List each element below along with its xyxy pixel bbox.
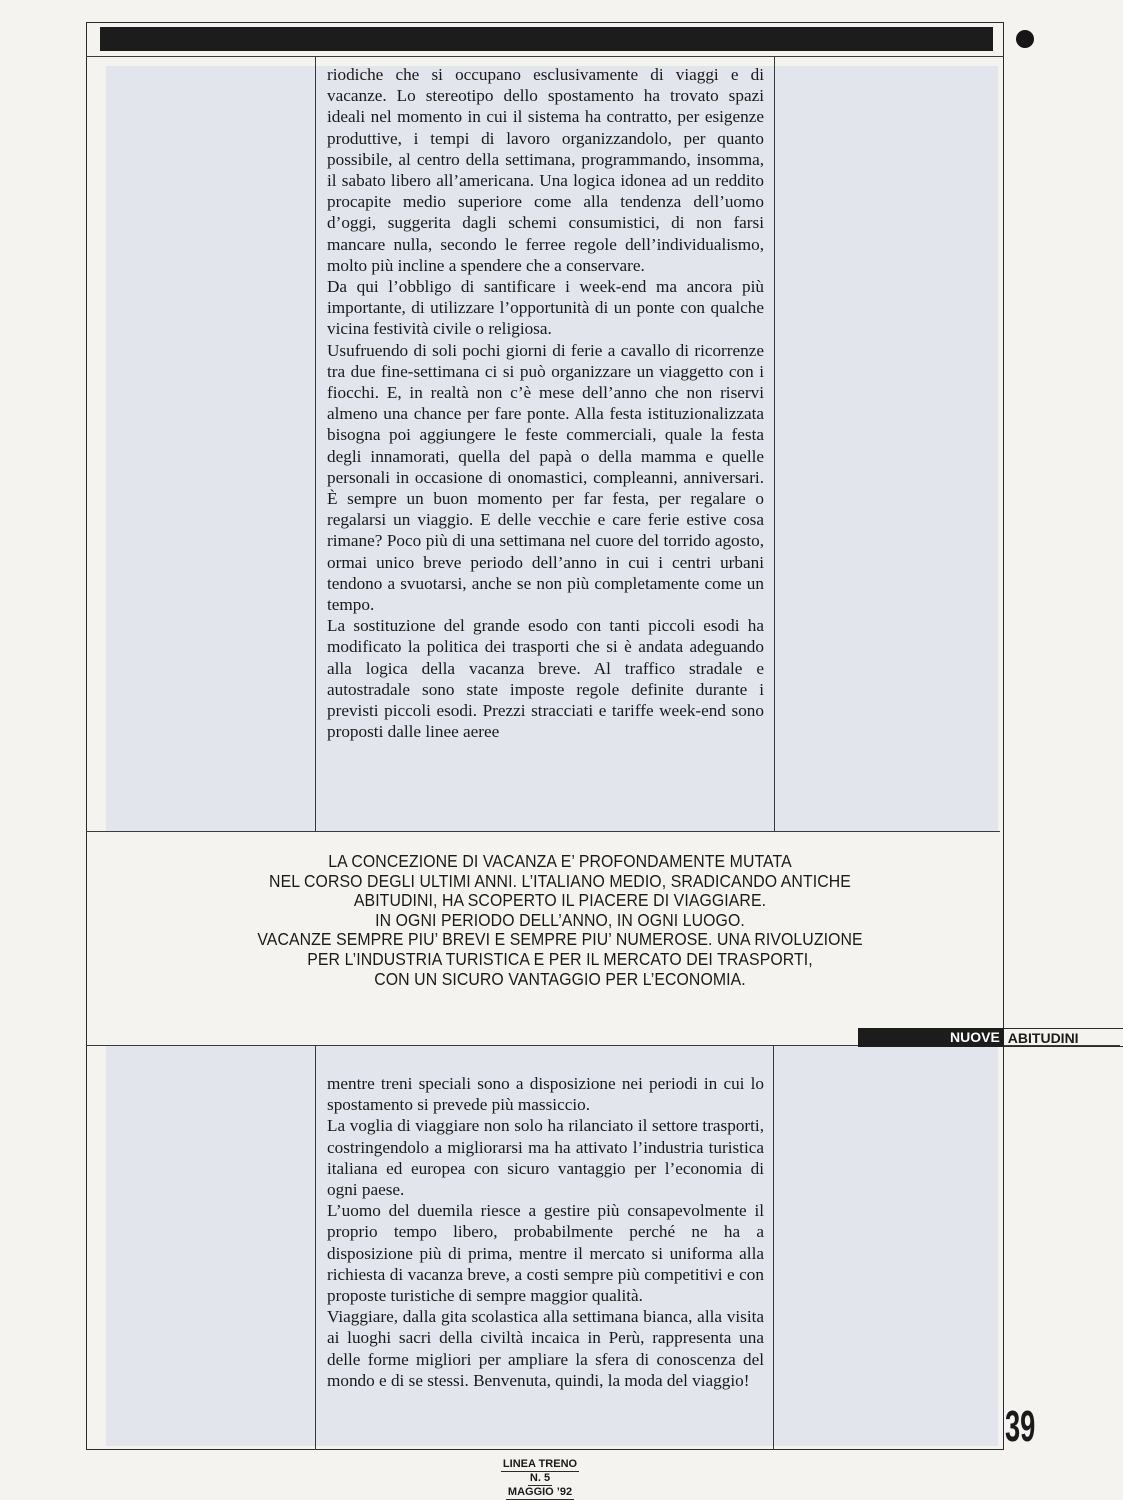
pull-quote-line: PER L’INDUSTRIA TURISTICA E PER IL MERCATO DEI TRASPORTI,: [307, 948, 813, 969]
article-paragraph: mentre treni speciali sono a disposizione nei periodi in cui lo spostamento si prevede più massiccio.: [327, 1074, 764, 1115]
column-divider-right-top: [774, 56, 775, 831]
grid-line-mid-top: [86, 831, 1000, 832]
article-paragraph: La sostituzione del grande esodo con tanti piccoli esodi ha modificato la politica dei trasporti che si è andata adeguando alla logica della vacanza breve. Al traffico stradale e autostradale sono state imposte regole definite durante i previsti piccoli esodi. Prezzi stracciati e tariffe week-end sono proposti dalle linee aeree: [327, 616, 764, 742]
pull-quote-line: ABITUDINI, HA SCOPERTO IL PIACERE DI VIAGGIARE.: [353, 890, 767, 911]
footer-issue: N. 5: [529, 1472, 551, 1484]
article-column-bottom: [327, 1073, 764, 1391]
pull-quote: [191, 852, 929, 989]
footer-credits: [480, 1458, 600, 1500]
column-divider-right-bottom: [773, 1045, 774, 1450]
section-tag-light: ABITUDINI: [1004, 1028, 1123, 1047]
page-number: 39: [1005, 1402, 1036, 1451]
section-tag-dark: NUOVE: [858, 1028, 1004, 1047]
pull-quote-line: NEL CORSO DEGLI ULTIMI ANNI. L’ITALIANO MEDIO, SRADICANDO ANTICHE: [269, 870, 851, 891]
footer-magazine: LINEA TRENO: [502, 1458, 578, 1470]
pull-quote-line: IN OGNI PERIODO DELL’ANNO, IN OGNI LUOGO.: [375, 909, 745, 930]
article-paragraph: Usufruendo di soli pochi giorni di ferie a cavallo di ricorrenze tra due fine-settimana ci si può organizzare un viaggetto con i fiocchi. E, in realtà non c’è mese dell’anno che non riservi almeno una chance per fare ponte. Alla festa istituzionalizzata bisogna poi aggiungere le feste commerciali, quale la festa degli innamorati, quella del papà o della mamma e quelle personali in occasione di onomastici, compleanni, anniversari. È sempre un buon momento per far festa, per regalare o regalarsi un viaggio. E delle vecchie e care ferie estive cosa rimane? Poco più di una settimana nel cuore del torrido agosto, ormai unico breve periodo dell’anno in cui i centri urbani tendono a svuotarsi, anche se non più completamente come un tempo.: [327, 340, 764, 615]
pull-quote-line: LA CONCEZIONE DI VACANZA E’ PROFONDAMENTE MUTATA: [328, 851, 792, 871]
pull-quote-line: VACANZE SEMPRE PIU’ BREVI E SEMPRE PIU’ NUMEROSE. UNA RIVOLUZIONE: [257, 929, 863, 950]
article-paragraph: La voglia di viaggiare non solo ha rilanciato il settore trasporti, costringendolo a migliorarsi ma ha attivato l’industria turistica italiana ed europea con sicuro vantaggio per l’economia di ogni paese.: [327, 1116, 764, 1200]
article-column-top: [327, 64, 764, 743]
grid-line-top: [86, 56, 1004, 57]
article-paragraph: L’uomo del duemila riesce a gestire più consapevolmente il proprio tempo libero, probabilmente perché ne ha a disposizione più di prima, mentre il mercato si uniforma alla richiesta di vacanza breve, a costi sempre più competitivi e con proposte turistiche di sempre maggior qualità.: [327, 1201, 764, 1306]
article-paragraph: Viaggiare, dalla gita scolastica alla settimana bianca, alla visita ai luoghi sacri della civiltà incaica in Perù, rappresenta una delle forme migliori per ampliare la sfera di conoscenza del mondo e di se stessi. Benvenuta, quindi, la moda del viaggio!: [327, 1307, 764, 1390]
section-tag: [858, 1028, 1123, 1047]
article-paragraph: riodiche che si occupano esclusivamente di viaggi e di vacanze. Lo stereotipo dello spostamento ha trovato spazi ideali nel momento in cui il sistema ha contratto, per esigenze produttive, i tempi di lavoro organizzandolo, per quanto possibile, al centro della settimana, programmando, insomma, il sabato libero all’americana. Una logica idonea ad un reddito procapite medio superiore come alla tendenza dell’uomo d’oggi, suggerita dagli schemi consumistici, di non farsi mancare nulla, secondo le ferree regole dell’individualismo, molto più incline a spendere che a conservare.: [327, 65, 764, 275]
footer-date: MAGGIO ’92: [507, 1486, 573, 1498]
article-paragraph: Da qui l’obbligo di santificare i week-end ma ancora più importante, di utilizzare l’opportunità di un ponte con qualche vicina festività civile o religiosa.: [327, 277, 764, 339]
header-bar: [100, 27, 993, 51]
column-divider-left-top: [315, 56, 316, 831]
column-divider-left-bottom: [315, 1045, 316, 1450]
pull-quote-line: CON UN SICURO VANTAGGIO PER L’ECONOMIA.: [374, 968, 746, 989]
header-dot: [1016, 30, 1034, 48]
